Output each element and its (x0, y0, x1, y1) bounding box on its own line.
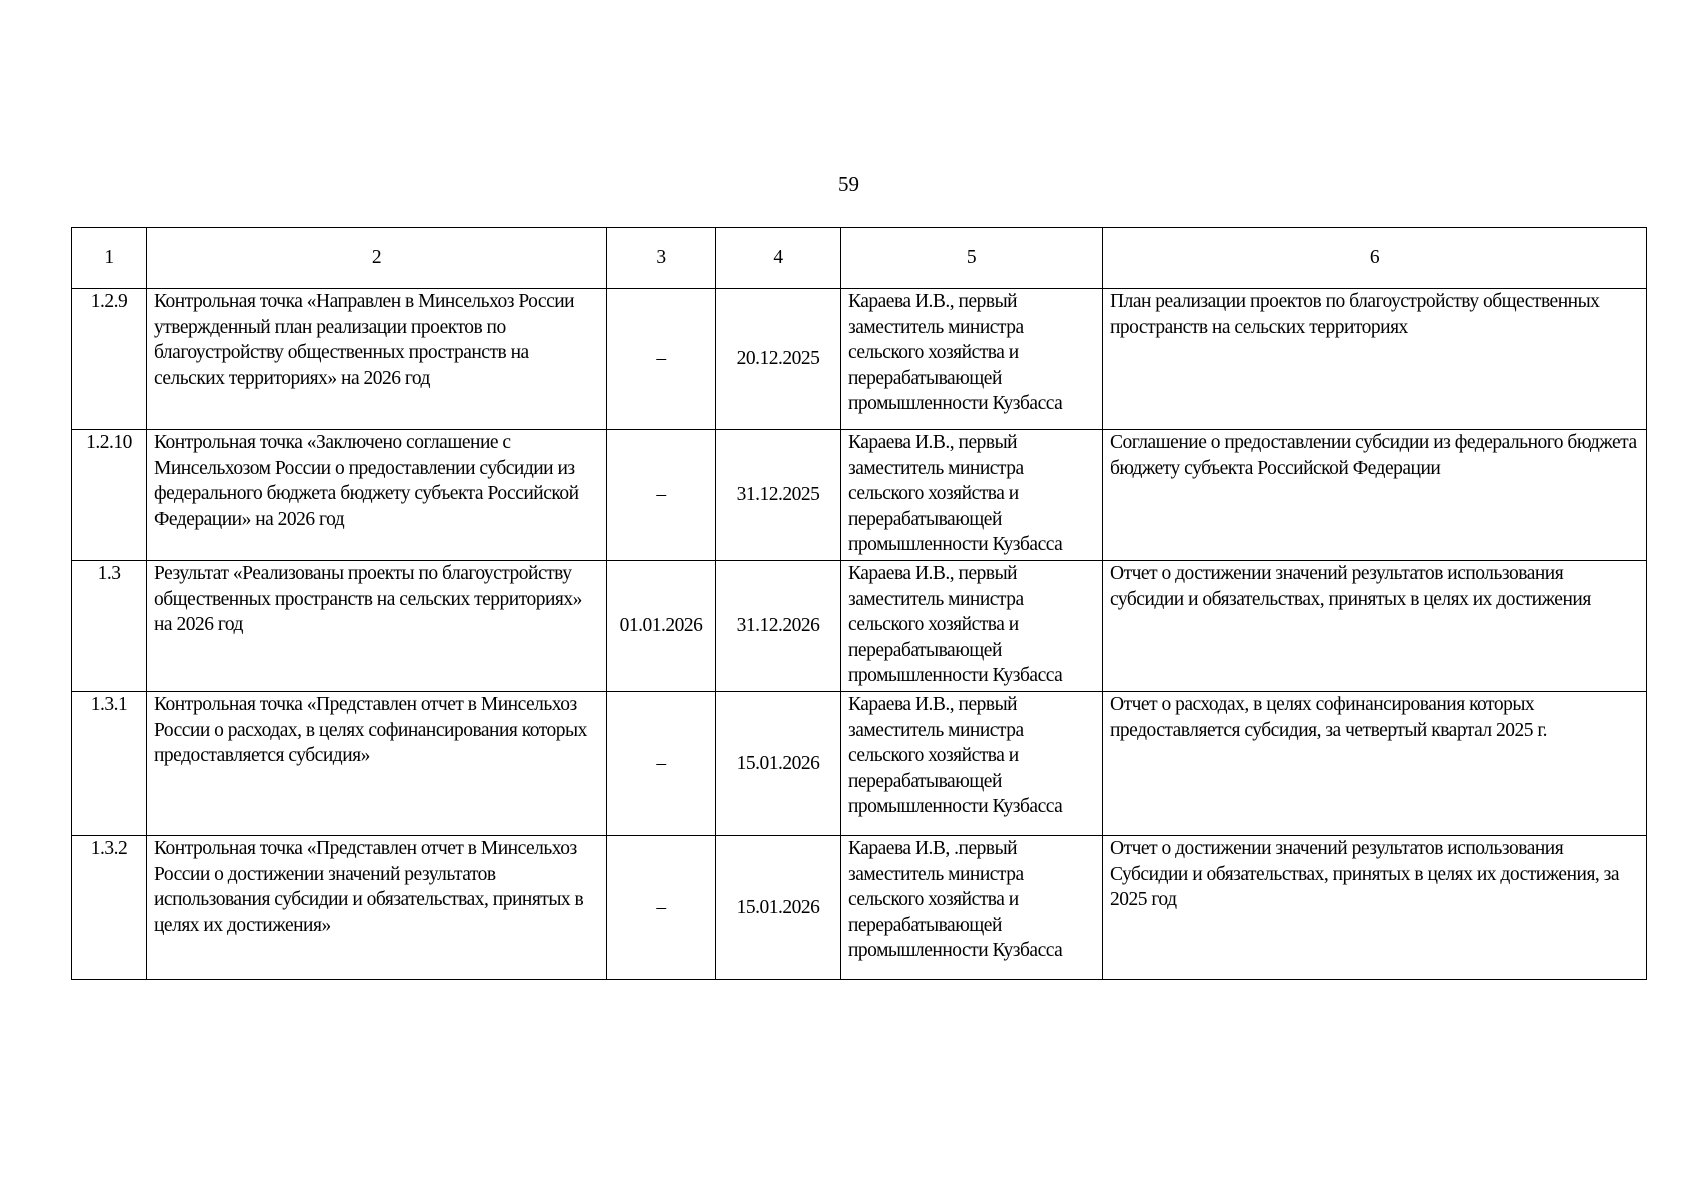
row-start-date: – (607, 289, 716, 430)
control-points-table (71, 227, 1647, 980)
row-document: Отчет о достижении значений результатов использования Субсидии и обязательствах, принятых в целях их достижения, за 2025 год (1103, 836, 1647, 980)
table-row (72, 430, 1647, 561)
row-responsible: Караева И.В., первый заместитель министра сельского хозяйства и перерабатывающей промышленности Кузбасса (841, 692, 1103, 836)
page-number: 59 (838, 172, 859, 196)
row-name: Контрольная точка «Направлен в Минсельхоз России утвержденный план реализации проектов по благоустройству общественных пространств на сельских территориях» на 2026 год (147, 289, 607, 430)
row-end-date: 31.12.2026 (716, 561, 841, 692)
row-name: Результат «Реализованы проекты по благоустройству общественных пространств на сельских территориях» на 2026 год (147, 561, 607, 692)
table-header-row (72, 228, 1647, 289)
row-start-date: – (607, 692, 716, 836)
row-name: Контрольная точка «Представлен отчет в Минсельхоз России о достижении значений результатов использования субсидии и обязательствах, принятых в целях их достижения» (147, 836, 607, 980)
row-number: 1.3.2 (72, 836, 147, 980)
row-document: Отчет о достижении значений результатов использования субсидии и обязательствах, принятых в целях их достижения (1103, 561, 1647, 692)
column-header-5: 5 (841, 228, 1103, 289)
row-responsible: Караева И.В., первый заместитель министра сельского хозяйства и перерабатывающей промышленности Кузбасса (841, 289, 1103, 430)
table-row (72, 561, 1647, 692)
column-header-3: 3 (607, 228, 716, 289)
row-responsible: Караева И.В, .первый заместитель министра сельского хозяйства и перерабатывающей промышленности Кузбасса (841, 836, 1103, 980)
row-document: План реализации проектов по благоустройству общественных пространств на сельских территориях (1103, 289, 1647, 430)
column-header-1: 1 (72, 228, 147, 289)
row-responsible: Караева И.В., первый заместитель министра сельского хозяйства и перерабатывающей промышленности Кузбасса (841, 561, 1103, 692)
row-number: 1.2.10 (72, 430, 147, 561)
row-start-date: 01.01.2026 (607, 561, 716, 692)
row-number: 1.2.9 (72, 289, 147, 430)
column-header-4: 4 (716, 228, 841, 289)
table-row (72, 289, 1647, 430)
row-document: Отчет о расходах, в целях софинансирования которых предоставляется субсидия, за четвертый квартал 2025 г. (1103, 692, 1647, 836)
row-end-date: 20.12.2025 (716, 289, 841, 430)
table-row (72, 836, 1647, 980)
column-header-6: 6 (1103, 228, 1647, 289)
row-number: 1.3.1 (72, 692, 147, 836)
row-end-date: 15.01.2026 (716, 692, 841, 836)
row-name: Контрольная точка «Заключено соглашение с Минсельхозом России о предоставлении субсидии из федерального бюджета бюджету субъекта Российской Федерации» на 2026 год (147, 430, 607, 561)
row-end-date: 15.01.2026 (716, 836, 841, 980)
row-start-date: – (607, 430, 716, 561)
row-end-date: 31.12.2025 (716, 430, 841, 561)
table-row (72, 692, 1647, 836)
row-number: 1.3 (72, 561, 147, 692)
row-responsible: Караева И.В., первый заместитель министра сельского хозяйства и перерабатывающей промышленности Кузбасса (841, 430, 1103, 561)
row-document: Соглашение о предоставлении субсидии из федерального бюджета бюджету субъекта Российской Федерации (1103, 430, 1647, 561)
row-name: Контрольная точка «Представлен отчет в Минсельхоз России о расходах, в целях софинансирования которых предоставляется субсидия» (147, 692, 607, 836)
column-header-2: 2 (147, 228, 607, 289)
row-start-date: – (607, 836, 716, 980)
